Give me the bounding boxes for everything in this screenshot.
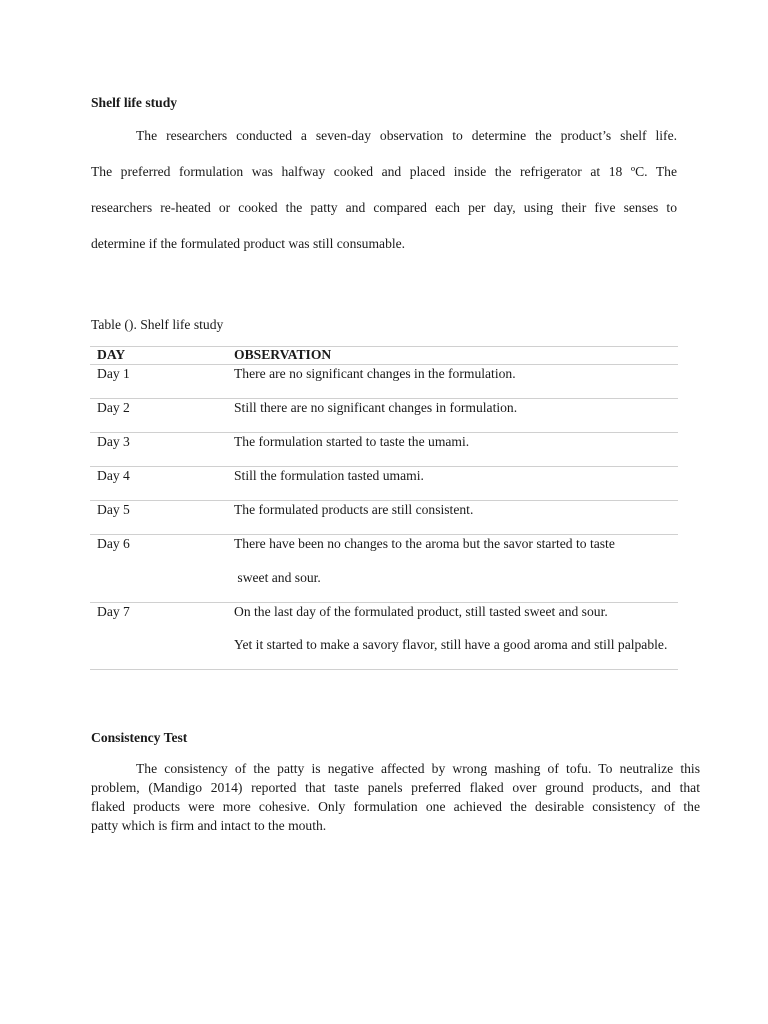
paragraph-line: problem, (Mandigo 2014) reported that taste panels preferred flaked over ground products, and that bbox=[91, 780, 700, 795]
section-heading-shelf-life: Shelf life study bbox=[91, 95, 178, 110]
table-cell-day: Day 5 bbox=[97, 502, 130, 517]
column-header-day: DAY bbox=[97, 347, 126, 362]
paragraph-line: The researchers conducted a seven-day observation to determine the product’s shelf life. bbox=[136, 128, 677, 143]
table-cell-day: Day 3 bbox=[97, 434, 130, 449]
table-rule bbox=[90, 500, 678, 501]
paragraph-line: patty which is firm and intact to the mouth. bbox=[91, 818, 327, 833]
section-heading-consistency-test: Consistency Test bbox=[91, 730, 188, 745]
table-cell-day: Day 2 bbox=[97, 400, 130, 415]
paragraph-line: The consistency of the patty is negative affected by wrong mashing of tofu. To neutralize this bbox=[136, 761, 700, 776]
table-cell-observation-continued: Yet it started to make a savory flavor, still have a good aroma and still palpable. bbox=[234, 637, 668, 652]
table-rule bbox=[90, 602, 678, 603]
table-cell-observation: Still there are no significant changes in formulation. bbox=[234, 400, 518, 415]
table-rule bbox=[90, 669, 678, 670]
table-cell-observation: The formulated products are still consistent. bbox=[234, 502, 474, 517]
table-cell-day: Day 1 bbox=[97, 366, 130, 381]
column-header-observation: OBSERVATION bbox=[234, 347, 332, 362]
table-rule bbox=[90, 364, 678, 365]
paragraph-line: determine if the formulated product was still consumable. bbox=[91, 236, 406, 251]
table-cell-observation: On the last day of the formulated product, still tasted sweet and sour. bbox=[234, 604, 608, 619]
table-rule bbox=[90, 346, 678, 347]
paragraph-line: flaked products were more cohesive. Only formulation one achieved the desirable consistency of the bbox=[91, 799, 700, 814]
table-cell-observation: The formulation started to taste the umami. bbox=[234, 434, 470, 449]
table-rule bbox=[90, 398, 678, 399]
table-caption: Table (). Shelf life study bbox=[91, 317, 224, 332]
table-rule bbox=[90, 534, 678, 535]
table-cell-observation: There are no significant changes in the formulation. bbox=[234, 366, 516, 381]
table-cell-observation: There have been no changes to the aroma but the savor started to taste bbox=[234, 536, 615, 551]
paragraph-line: researchers re-heated or cooked the patty and compared each per day, using their five senses to bbox=[91, 200, 677, 215]
paragraph-line: The preferred formulation was halfway cooked and placed inside the refrigerator at 18 ºC. The bbox=[91, 164, 677, 179]
table-cell-day: Day 4 bbox=[97, 468, 130, 483]
table-cell-day: Day 6 bbox=[97, 536, 130, 551]
table-cell-observation-continued: sweet and sour. bbox=[234, 570, 321, 585]
table-rule bbox=[90, 466, 678, 467]
table-rule bbox=[90, 432, 678, 433]
table-cell-day: Day 7 bbox=[97, 604, 130, 619]
table-cell-observation: Still the formulation tasted umami. bbox=[234, 468, 424, 483]
